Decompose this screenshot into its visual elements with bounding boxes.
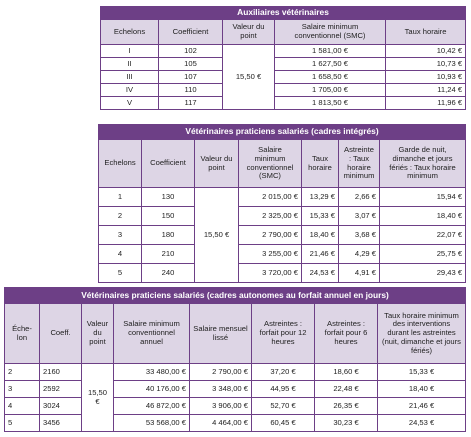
col-header-coefficient: Coefficient — [142, 140, 195, 188]
table-row — [101, 71, 466, 84]
cell-taux-interventions: 18,40 € — [378, 381, 466, 398]
table-row — [101, 97, 466, 110]
cell-smc-annuel: 40 176,00 € — [114, 381, 190, 398]
col-header-smc: Salaire minimum conventionnel (SMC) — [275, 20, 386, 45]
col-header-astreinte: Astreinte : Taux horaire minimum — [339, 140, 380, 188]
cell-coeff: 3456 — [40, 415, 82, 432]
cell-echelon: V — [101, 97, 159, 110]
cell-coeff: 2592 — [40, 381, 82, 398]
col-header-echelons: Echelons — [101, 20, 159, 45]
cell-smc-annuel: 53 568,00 € — [114, 415, 190, 432]
cell-coeff: 3024 — [40, 398, 82, 415]
table-row — [99, 207, 466, 226]
cell-astreinte: 3,68 € — [339, 226, 380, 245]
cell-astreinte-12h: 60,45 € — [252, 415, 315, 432]
table-title: Auxiliaires vétérinaires — [101, 7, 466, 20]
cell-smc: 1 581,00 € — [275, 45, 386, 58]
table-row — [99, 188, 466, 207]
table-title: Vétérinaires praticiens salariés (cadres autonomes au forfait annuel en jours) — [5, 288, 466, 304]
cell-coefficient: 117 — [159, 97, 223, 110]
cell-taux: 21,46 € — [302, 245, 339, 264]
cell-echelon: 2 — [99, 207, 142, 226]
cell-astreinte-12h: 44,95 € — [252, 381, 315, 398]
cell-salaire-mensuel: 4 464,00 € — [190, 415, 252, 432]
col-header-taux-interventions: Taux horaire minimum des interventions durant les astreintes (nuit, dimanche et jours fériés) — [378, 304, 466, 364]
col-header-salaire-mensuel: Salaire mensuel lissé — [190, 304, 252, 364]
cell-astreinte-6h: 18,60 € — [315, 364, 378, 381]
table-row — [101, 58, 466, 71]
cell-taux: 10,73 € — [386, 58, 466, 71]
praticiens-integres-table — [98, 124, 466, 283]
cell-astreinte: 3,07 € — [339, 207, 380, 226]
cell-salaire-mensuel: 2 790,00 € — [190, 364, 252, 381]
cell-coefficient: 102 — [159, 45, 223, 58]
cell-coefficient: 105 — [159, 58, 223, 71]
cell-smc-annuel: 46 872,00 € — [114, 398, 190, 415]
cell-taux: 10,42 € — [386, 45, 466, 58]
col-header-astreinte-6h: Astreintes : forfait pour 6 heures — [315, 304, 378, 364]
cell-astreinte: 4,91 € — [339, 264, 380, 283]
cell-astreinte-12h: 37,20 € — [252, 364, 315, 381]
cell-coefficient: 130 — [142, 188, 195, 207]
cell-garde: 15,94 € — [380, 188, 466, 207]
table-row — [99, 226, 466, 245]
col-header-coefficient: Coefficient — [159, 20, 223, 45]
cell-point-value: 15,50 € — [195, 188, 239, 283]
cell-garde: 29,43 € — [380, 264, 466, 283]
cell-taux: 10,93 € — [386, 71, 466, 84]
table-title: Vétérinaires praticiens salariés (cadres intégrés) — [99, 125, 466, 140]
cell-echelon: 4 — [99, 245, 142, 264]
cell-echelon: 3 — [5, 381, 40, 398]
table-row — [5, 381, 466, 398]
cell-coefficient: 210 — [142, 245, 195, 264]
praticiens-autonomes-table — [4, 287, 466, 432]
cell-smc: 1 813,50 € — [275, 97, 386, 110]
cell-coefficient: 150 — [142, 207, 195, 226]
table-row — [5, 415, 466, 432]
cell-salaire-mensuel: 3 348,00 € — [190, 381, 252, 398]
cell-taux-interventions: 24,53 € — [378, 415, 466, 432]
col-header-echelons: Echelons — [99, 140, 142, 188]
col-header-garde: Garde de nuit, dimanche et jours fériés : Taux horaire minimum — [380, 140, 466, 188]
cell-taux: 11,24 € — [386, 84, 466, 97]
cell-smc: 2 325,00 € — [239, 207, 302, 226]
cell-echelon: IV — [101, 84, 159, 97]
cell-coefficient: 240 — [142, 264, 195, 283]
cell-echelon: III — [101, 71, 159, 84]
cell-echelon: 4 — [5, 398, 40, 415]
cell-salaire-mensuel: 3 906,00 € — [190, 398, 252, 415]
cell-smc: 1 627,50 € — [275, 58, 386, 71]
col-header-valeur-point: Valeur du point — [82, 304, 114, 364]
table-row — [5, 398, 466, 415]
cell-smc-annuel: 33 480,00 € — [114, 364, 190, 381]
cell-echelon: II — [101, 58, 159, 71]
table-row — [101, 84, 466, 97]
col-header-valeur-point: Valeur du point — [223, 20, 275, 45]
cell-taux-interventions: 15,33 € — [378, 364, 466, 381]
col-header-coeff: Coeff. — [40, 304, 82, 364]
table-row — [99, 264, 466, 283]
table-row — [99, 245, 466, 264]
col-header-echelon: Éche-lon — [5, 304, 40, 364]
cell-smc: 1 705,00 € — [275, 84, 386, 97]
cell-taux: 13,29 € — [302, 188, 339, 207]
cell-garde: 18,40 € — [380, 207, 466, 226]
cell-smc: 2 015,00 € — [239, 188, 302, 207]
cell-taux: 18,40 € — [302, 226, 339, 245]
cell-astreinte: 4,29 € — [339, 245, 380, 264]
auxiliaires-table — [100, 6, 466, 110]
col-header-astreinte-12h: Astreintes : forfait pour 12 heures — [252, 304, 315, 364]
cell-echelon: 2 — [5, 364, 40, 381]
cell-echelon: 1 — [99, 188, 142, 207]
cell-point-value: 15,50 € — [82, 364, 114, 432]
col-header-taux-horaire: Taux horaire — [386, 20, 466, 45]
cell-astreinte-6h: 30,23 € — [315, 415, 378, 432]
cell-smc: 3 720,00 € — [239, 264, 302, 283]
cell-garde: 25,75 € — [380, 245, 466, 264]
cell-coefficient: 107 — [159, 71, 223, 84]
col-header-taux-horaire: Taux horaire — [302, 140, 339, 188]
cell-echelon: 5 — [5, 415, 40, 432]
col-header-valeur-point: Valeur du point — [195, 140, 239, 188]
cell-astreinte-6h: 22,48 € — [315, 381, 378, 398]
cell-echelon: 3 — [99, 226, 142, 245]
cell-point-value: 15,50 € — [223, 45, 275, 110]
cell-taux: 24,53 € — [302, 264, 339, 283]
cell-taux-interventions: 21,46 € — [378, 398, 466, 415]
cell-coefficient: 110 — [159, 84, 223, 97]
cell-coefficient: 180 — [142, 226, 195, 245]
table-row — [101, 45, 466, 58]
col-header-smc: Salaire minimum conventionnel (SMC) — [239, 140, 302, 188]
cell-smc: 3 255,00 € — [239, 245, 302, 264]
cell-smc: 2 790,00 € — [239, 226, 302, 245]
cell-astreinte: 2,66 € — [339, 188, 380, 207]
cell-astreinte-6h: 26,35 € — [315, 398, 378, 415]
cell-astreinte-12h: 52,70 € — [252, 398, 315, 415]
cell-smc: 1 658,50 € — [275, 71, 386, 84]
cell-garde: 22,07 € — [380, 226, 466, 245]
cell-echelon: 5 — [99, 264, 142, 283]
table-row — [5, 364, 466, 381]
cell-taux: 15,33 € — [302, 207, 339, 226]
cell-taux: 11,96 € — [386, 97, 466, 110]
col-header-smc-annuel: Salaire minimum conventionnel annuel — [114, 304, 190, 364]
cell-echelon: I — [101, 45, 159, 58]
cell-coeff: 2160 — [40, 364, 82, 381]
